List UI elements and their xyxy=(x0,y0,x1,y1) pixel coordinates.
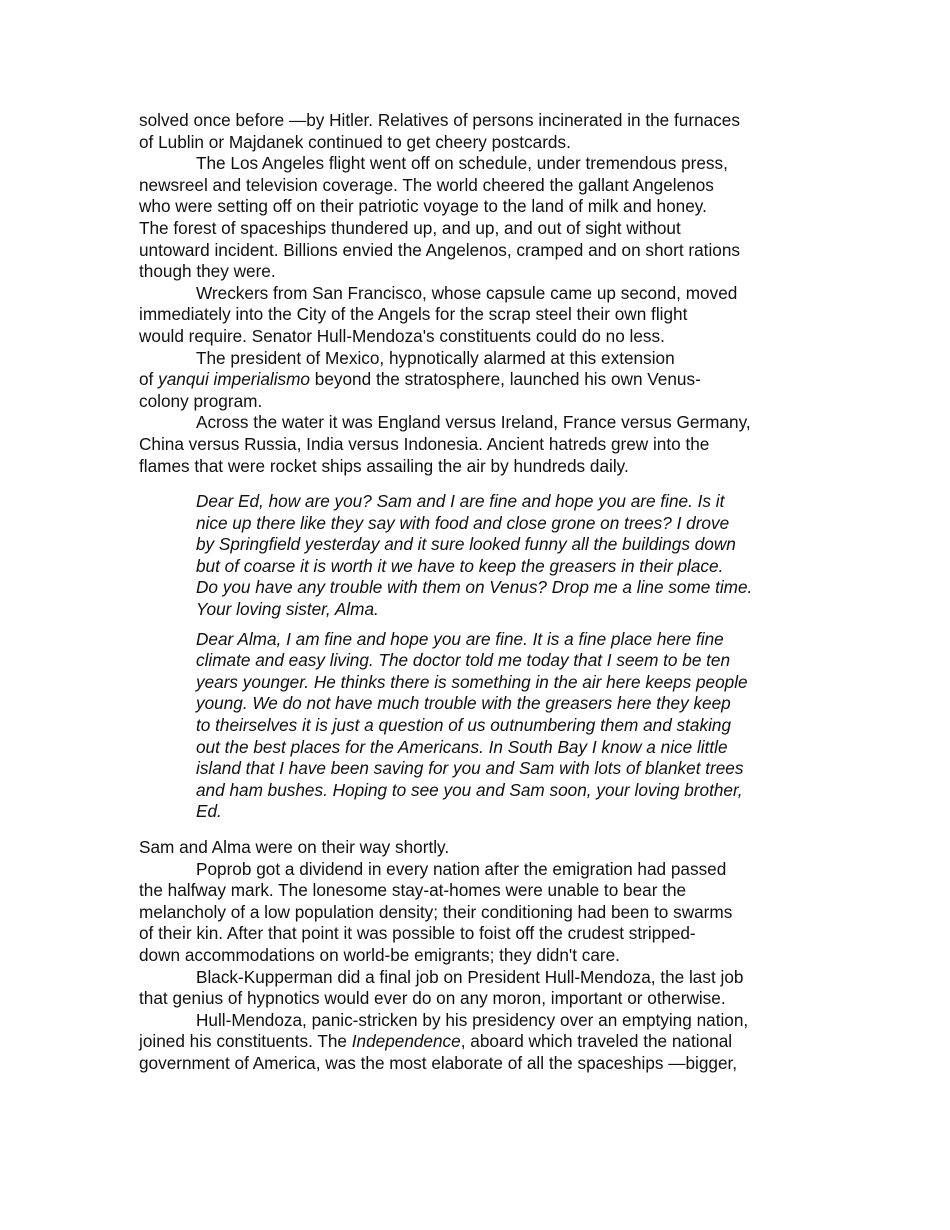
paragraph-hull-mendoza xyxy=(139,1010,819,1075)
text-line xyxy=(139,1031,819,1053)
letter-line: climate and easy living. The doctor told me today that I seem to be ten xyxy=(196,650,731,671)
text-line: who were setting off on their patriotic voyage to the land of milk and honey. xyxy=(139,196,707,217)
letter-ed-to-alma xyxy=(139,629,819,823)
emphasis-text: Independence xyxy=(351,1031,461,1052)
letter-line: nice up there like they say with food and close grone on trees? I drove xyxy=(196,512,730,533)
letter-line: by Springfield yesterday and it sure looked funny all the buildings down xyxy=(196,534,736,555)
text-run: beyond the stratosphere, launched his own Venus- xyxy=(310,369,701,390)
paragraph-black-kupperman xyxy=(139,967,819,1010)
paragraph-wreckers xyxy=(139,283,819,348)
text-line: China versus Russia, India versus Indonesia. Ancient hatreds grew into the xyxy=(139,433,710,454)
letter-line: to theirselves it is just a question of us outnumbering them and staking xyxy=(196,715,732,736)
paragraph-poprob xyxy=(139,859,819,967)
letter-line: years younger. He thinks there is something in the air here keeps people xyxy=(196,671,748,692)
text-line: down accommodations on world-be emigrants; they didn't care. xyxy=(139,944,620,965)
letter-line: Dear Ed, how are you? Sam and I are fine and hope you are fine. Is it xyxy=(196,491,725,512)
text-line: colony program. xyxy=(139,390,263,411)
text-line: the halfway mark. The lonesome stay-at-homes were unable to bear the xyxy=(139,880,687,901)
text-line: newsreel and television coverage. The world cheered the gallant Angelenos xyxy=(139,174,714,195)
paragraph-hitler xyxy=(139,110,819,153)
text-line xyxy=(139,369,819,391)
document-page xyxy=(139,110,819,1075)
text-line: government of America, was the most elaborate of all the spaceships —bigger, xyxy=(139,1052,738,1073)
text-line: Black-Kupperman did a final job on President Hull-Mendoza, the last job xyxy=(196,966,744,987)
text-line: The Los Angeles flight went off on schedule, under tremendous press, xyxy=(196,153,728,174)
text-line: flames that were rocket ships assailing the air by hundreds daily. xyxy=(139,455,629,476)
emphasis-text: yanqui imperialismo xyxy=(158,369,310,390)
text-line: Wreckers from San Francisco, whose capsule came up second, moved xyxy=(196,282,738,303)
text-line: of Lublin or Majdanek continued to get cheery postcards. xyxy=(139,131,571,152)
letter-line: Your loving sister, Alma. xyxy=(196,599,379,620)
text-line: that genius of hypnotics would ever do on any moron, important or otherwise. xyxy=(139,988,726,1009)
paragraph-mexico xyxy=(139,348,819,413)
text-line: solved once before —by Hitler. Relatives of persons incinerated in the furnaces xyxy=(139,110,740,130)
text-line: The forest of spaceships thundered up, and up, and out of sight without xyxy=(139,217,681,238)
letter-line: but of coarse it is worth it we have to keep the greasers in their place. xyxy=(196,555,724,576)
text-line: untoward incident. Billions envied the Angelenos, cramped and on short rations xyxy=(139,239,740,260)
text-line: Across the water it was England versus Ireland, France versus Germany, xyxy=(196,412,751,433)
letter-line: island that I have been saving for you and Sam with lots of blanket trees xyxy=(196,758,744,779)
letter-line: and ham bushes. Hoping to see you and Sam soon, your loving brother, xyxy=(196,779,743,800)
letter-alma-to-ed xyxy=(139,491,819,621)
paragraph-across-the-water xyxy=(139,412,819,477)
paragraph-sam-and-alma xyxy=(139,837,819,859)
text-line: Sam and Alma were on their way shortly. xyxy=(139,837,450,857)
text-run: joined his constituents. The xyxy=(139,1031,352,1052)
text-line: though they were. xyxy=(139,261,276,282)
text-line: Poprob got a dividend in every nation after the emigration had passed xyxy=(196,858,727,879)
text-line: of their kin. After that point it was possible to foist off the crudest stripped- xyxy=(139,923,696,944)
text-line: immediately into the City of the Angels for the scrap steel their own flight xyxy=(139,304,688,325)
text-run: of xyxy=(139,369,159,390)
letter-line: young. We do not have much trouble with the greasers here they keep xyxy=(196,693,731,714)
letter-line: Dear Alma, I am fine and hope you are fine. It is a fine place here fine xyxy=(196,628,724,649)
paragraph-los-angeles-flight xyxy=(139,153,819,283)
text-line: melancholy of a low population density; their conditioning had been to swarms xyxy=(139,901,733,922)
text-line: would require. Senator Hull-Mendoza's constituents could do no less. xyxy=(139,325,665,346)
letter-line: Do you have any trouble with them on Venus? Drop me a line some time. xyxy=(196,577,753,598)
text-line: The president of Mexico, hypnotically alarmed at this extension xyxy=(196,347,675,368)
text-line: Hull-Mendoza, panic-stricken by his presidency over an emptying nation, xyxy=(196,1009,749,1030)
letter-line: Ed. xyxy=(196,801,222,822)
text-run: , aboard which traveled the national xyxy=(460,1031,733,1052)
letter-line: out the best places for the Americans. In South Bay I know a nice little xyxy=(196,736,728,757)
